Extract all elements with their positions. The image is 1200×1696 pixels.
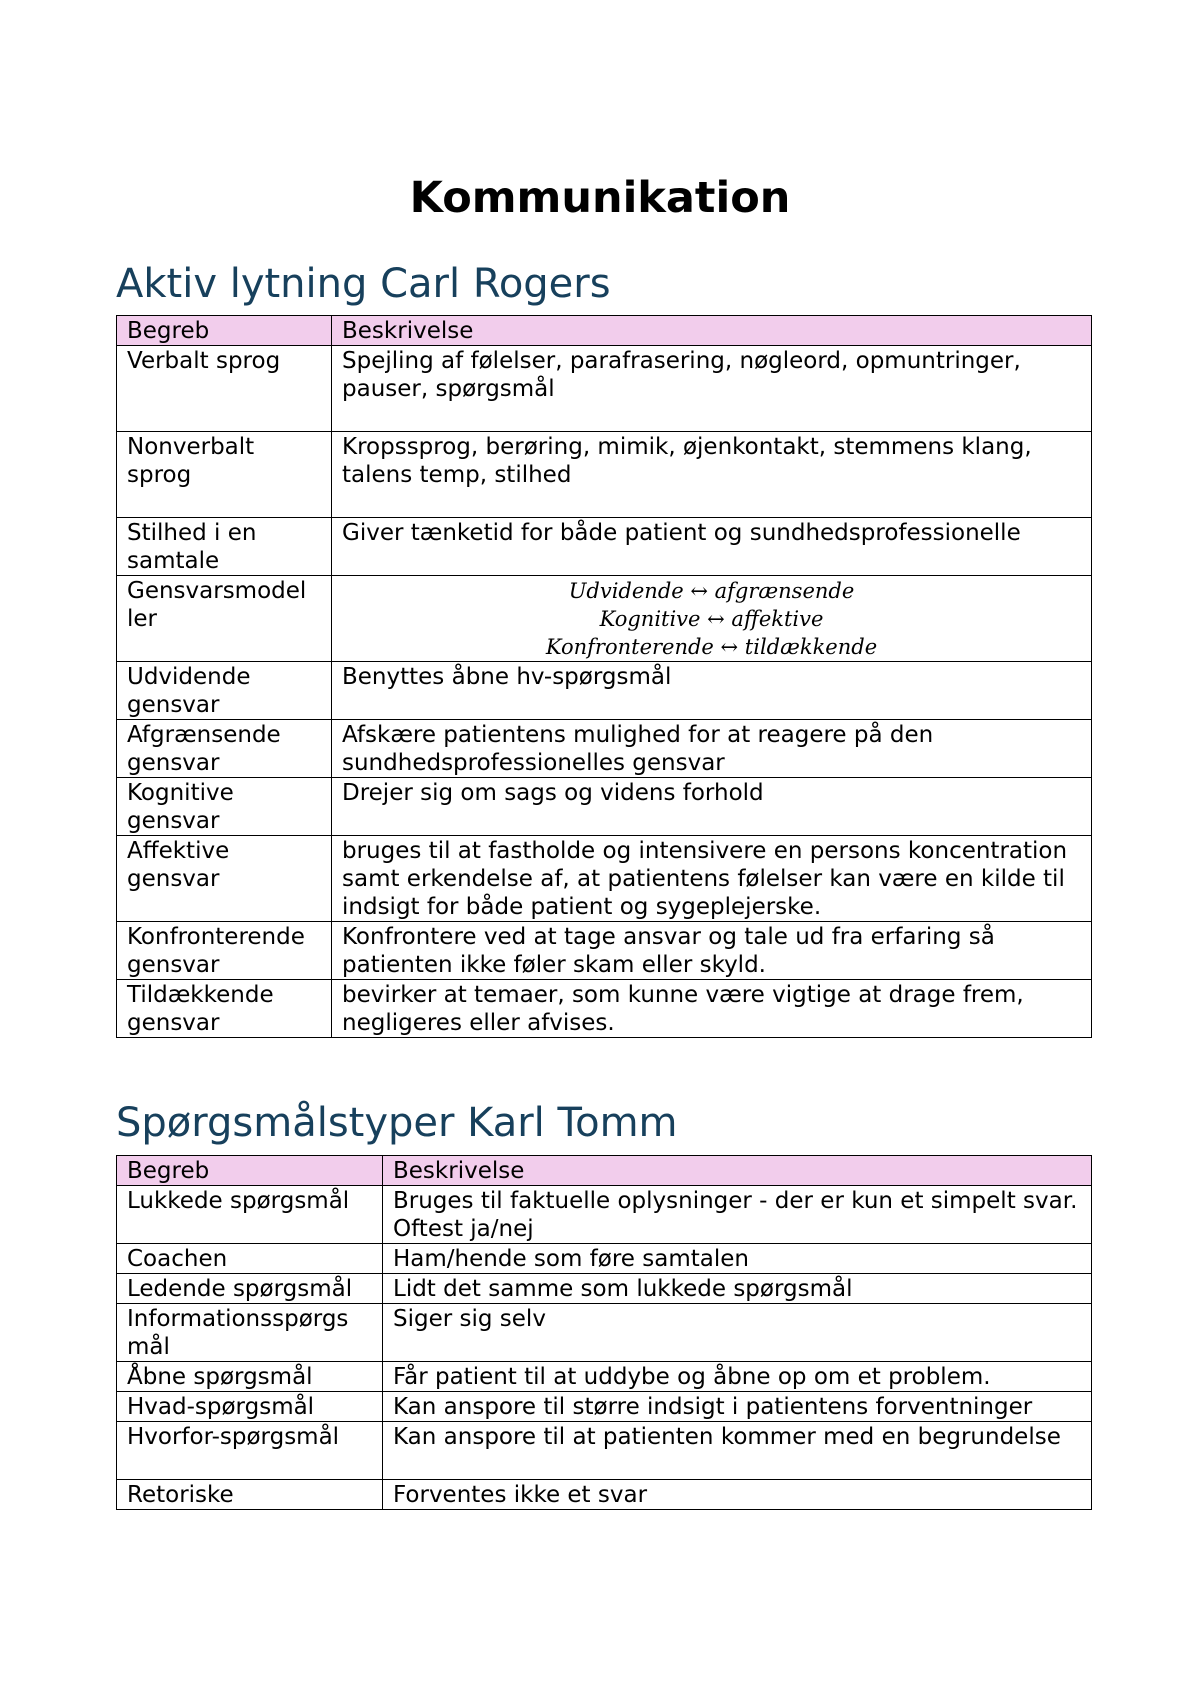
description-cell <box>332 576 1092 662</box>
table-row <box>117 1480 1092 1510</box>
term-cell: Informationsspørgs mål <box>117 1304 383 1362</box>
term-cell: Konfronterende gensvar <box>117 922 332 980</box>
table-row <box>117 922 1092 980</box>
table-row <box>117 720 1092 778</box>
term-cell: Hvad-spørgsmål <box>117 1392 383 1422</box>
description-cell: Giver tænketid for både patient og sundhedsprofessionelle <box>332 518 1092 576</box>
term-cell: Retoriske <box>117 1480 383 1510</box>
term-cell: Tildækkende gensvar <box>117 980 332 1038</box>
table-aktiv-lytning <box>116 315 1092 1038</box>
description-cell: Får patient til at uddybe og åbne op om et problem. <box>383 1362 1092 1392</box>
table-row <box>117 980 1092 1038</box>
table-row <box>117 1362 1092 1392</box>
table-row <box>117 346 1092 432</box>
table-header-row <box>117 316 1092 346</box>
term-cell: Affektive gensvar <box>117 836 332 922</box>
table-row <box>117 576 1092 662</box>
description-cell: bruges til at fastholde og intensivere en persons koncentration samt erkendelse af, at patientens følelser kan være en kilde til indsigt for både patient og sygeplejerske. <box>332 836 1092 922</box>
section-heading-aktiv-lytning: Aktiv lytning Carl Rogers <box>116 261 611 307</box>
term-cell: Ledende spørgsmål <box>117 1274 383 1304</box>
table-row <box>117 1244 1092 1274</box>
term-cell: Udvidende gensvar <box>117 662 332 720</box>
description-cell: Drejer sig om sags og videns forhold <box>332 778 1092 836</box>
term-cell: Nonverbalt sprog <box>117 432 332 518</box>
description-cell: Afskære patientens mulighed for at reagere på den sundhedsprofessionelles gensvar <box>332 720 1092 778</box>
section-heading-spoergsmaalstyper: Spørgsmålstyper Karl Tomm <box>116 1100 678 1146</box>
table-row <box>117 432 1092 518</box>
header-cell-begreb: Begreb <box>117 316 332 346</box>
description-cell: Forventes ikke et svar <box>383 1480 1092 1510</box>
description-line: Udvidende ↔ afgrænsende <box>568 579 855 603</box>
description-cell: Spejling af følelser, parafrasering, nøgleord, opmuntringer, pauser, spørgsmål <box>332 346 1092 432</box>
description-cell: Kan anspore til større indsigt i patientens forventninger <box>383 1392 1092 1422</box>
page-title: Kommunikation <box>409 173 791 223</box>
table-row <box>117 778 1092 836</box>
table-row <box>117 1274 1092 1304</box>
table-row <box>117 662 1092 720</box>
term-cell: Gensvarsmodel ler <box>117 576 332 662</box>
table-row <box>117 836 1092 922</box>
term-cell: Lukkede spørgsmål <box>117 1186 383 1244</box>
table-row <box>117 1392 1092 1422</box>
term-cell: Verbalt sprog <box>117 346 332 432</box>
description-cell: bevirker at temaer, som kunne være vigtige at drage frem, negligeres eller afvises. <box>332 980 1092 1038</box>
description-cell: Ham/hende som føre samtalen <box>383 1244 1092 1274</box>
table-spoergsmaalstyper <box>116 1155 1092 1510</box>
header-cell-beskrivelse: Beskrivelse <box>332 316 1092 346</box>
table-row <box>117 1422 1092 1480</box>
description-line: Kognitive ↔ affektive <box>599 607 824 631</box>
description-cell: Benyttes åbne hv-spørgsmål <box>332 662 1092 720</box>
term-cell: Afgrænsende gensvar <box>117 720 332 778</box>
term-cell: Stilhed i en samtale <box>117 518 332 576</box>
term-cell: Kognitive gensvar <box>117 778 332 836</box>
term-cell: Coachen <box>117 1244 383 1274</box>
table-header-row <box>117 1156 1092 1186</box>
header-cell-beskrivelse: Beskrivelse <box>383 1156 1092 1186</box>
term-cell: Åbne spørgsmål <box>117 1362 383 1392</box>
table-row <box>117 1186 1092 1244</box>
description-cell: Kropssprog, berøring, mimik, øjenkontakt, stemmens klang, talens temp, stilhed <box>332 432 1092 518</box>
description-cell: Konfrontere ved at tage ansvar og tale ud fra erfaring så patienten ikke føler skam eller skyld. <box>332 922 1092 980</box>
header-cell-begreb: Begreb <box>117 1156 383 1186</box>
description-cell: Lidt det samme som lukkede spørgsmål <box>383 1274 1092 1304</box>
term-cell: Hvorfor-spørgsmål <box>117 1422 383 1480</box>
description-line: Konfronterende ↔ tildækkende <box>545 635 878 659</box>
table-row <box>117 1304 1092 1362</box>
description-cell: Siger sig selv <box>383 1304 1092 1362</box>
description-cell: Kan anspore til at patienten kommer med en begrundelse <box>383 1422 1092 1480</box>
description-cell: Bruges til faktuelle oplysninger - der er kun et simpelt svar. Oftest ja/nej <box>383 1186 1092 1244</box>
table-row <box>117 518 1092 576</box>
